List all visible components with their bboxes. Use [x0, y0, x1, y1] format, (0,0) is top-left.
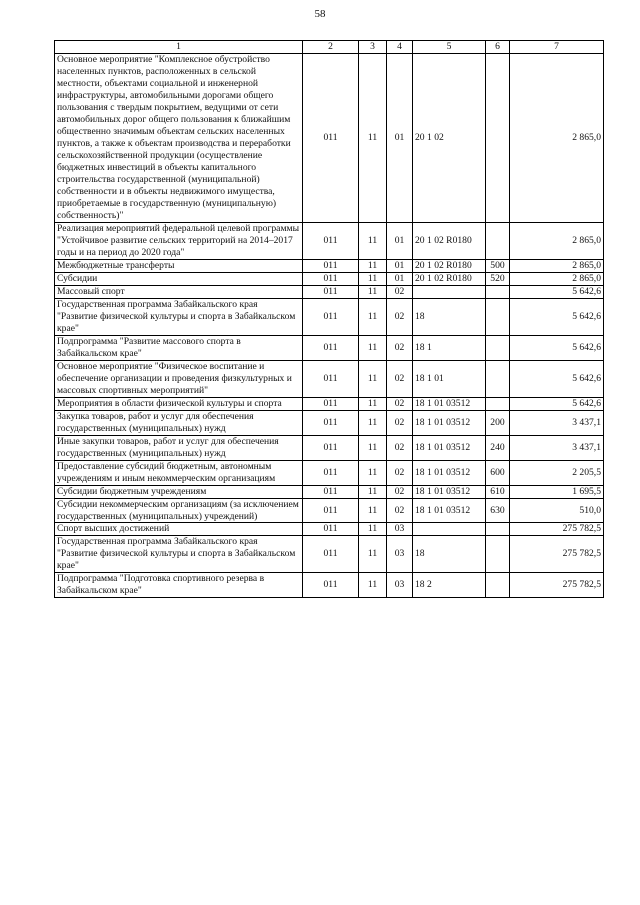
table-header-row — [55, 41, 604, 54]
row-code-expense-type: 630 — [486, 498, 510, 523]
row-code-expense-type — [486, 523, 510, 536]
row-amount: 2 865,0 — [510, 222, 604, 259]
row-name: Иные закупки товаров, работ и услуг для обеспечения государственных (муниципальных) нужд — [55, 435, 303, 460]
row-name: Государственная программа Забайкальского края "Развитие физической культуры и спорта в Забайкальском крае" — [55, 298, 303, 335]
row-code-subsection: 02 — [387, 285, 413, 298]
row-amount: 275 782,5 — [510, 523, 604, 536]
row-code-expense-type — [486, 360, 510, 397]
row-code-section: 11 — [359, 410, 387, 435]
row-code-section: 11 — [359, 573, 387, 598]
row-code-expense-type — [486, 285, 510, 298]
row-amount: 275 782,5 — [510, 536, 604, 573]
row-code-target: 20 1 02 R0180 — [413, 272, 486, 285]
header-col-2: 2 — [303, 41, 359, 54]
row-name: Государственная программа Забайкальского края "Развитие физической культуры и спорта в Забайкальском крае" — [55, 536, 303, 573]
row-code-target: 20 1 02 R0180 — [413, 222, 486, 259]
row-code-ministry: 011 — [303, 410, 359, 435]
row-code-target: 20 1 02 R0180 — [413, 259, 486, 272]
row-name: Предоставление субсидий бюджетным, автономным учреждениям и иным некоммерческим организациям — [55, 460, 303, 485]
row-code-expense-type: 240 — [486, 435, 510, 460]
row-code-ministry: 011 — [303, 360, 359, 397]
row-code-subsection: 02 — [387, 335, 413, 360]
row-amount: 3 437,1 — [510, 435, 604, 460]
row-code-section: 11 — [359, 536, 387, 573]
row-name: Подпрограмма "Развитие массового спорта в Забайкальском крае" — [55, 335, 303, 360]
row-amount: 3 437,1 — [510, 410, 604, 435]
row-name: Основное мероприятие "Физическое воспитание и обеспечение организации и проведения физкультурных и массовых спортивных мероприятий" — [55, 360, 303, 397]
table-row — [55, 222, 604, 259]
table-row — [55, 335, 604, 360]
row-code-ministry: 011 — [303, 485, 359, 498]
row-code-section: 11 — [359, 435, 387, 460]
row-name: Спорт высших достижений — [55, 523, 303, 536]
table-row — [55, 285, 604, 298]
row-code-subsection: 01 — [387, 259, 413, 272]
row-code-section: 11 — [359, 360, 387, 397]
row-name: Межбюджетные трансферты — [55, 259, 303, 272]
row-code-expense-type — [486, 335, 510, 360]
row-code-expense-type — [486, 54, 510, 223]
row-code-section: 11 — [359, 285, 387, 298]
row-code-subsection: 02 — [387, 460, 413, 485]
row-code-subsection: 02 — [387, 397, 413, 410]
row-name: Субсидии — [55, 272, 303, 285]
row-code-subsection: 01 — [387, 54, 413, 223]
row-amount: 2 865,0 — [510, 272, 604, 285]
row-name: Субсидии бюджетным учреждениям — [55, 485, 303, 498]
row-name: Подпрограмма "Подготовка спортивного резерва в Забайкальском крае" — [55, 573, 303, 598]
table-row — [55, 573, 604, 598]
row-code-expense-type: 610 — [486, 485, 510, 498]
row-name: Закупка товаров, работ и услуг для обеспечения государственных (муниципальных) нужд — [55, 410, 303, 435]
row-code-target: 18 2 — [413, 573, 486, 598]
table-row — [55, 298, 604, 335]
header-col-4: 4 — [387, 41, 413, 54]
page-number: 58 — [314, 8, 326, 20]
row-code-subsection: 02 — [387, 435, 413, 460]
row-code-subsection: 03 — [387, 523, 413, 536]
row-code-ministry: 011 — [303, 573, 359, 598]
row-code-subsection: 03 — [387, 536, 413, 573]
row-code-ministry: 011 — [303, 259, 359, 272]
row-code-ministry: 011 — [303, 285, 359, 298]
row-code-ministry: 011 — [303, 222, 359, 259]
row-code-section: 11 — [359, 54, 387, 223]
row-code-subsection: 02 — [387, 410, 413, 435]
table-row — [55, 435, 604, 460]
header-col-1: 1 — [55, 41, 303, 54]
row-code-ministry: 011 — [303, 335, 359, 360]
row-code-target: 18 1 01 — [413, 360, 486, 397]
table-row — [55, 259, 604, 272]
header-col-3: 3 — [359, 41, 387, 54]
row-amount: 5 642,6 — [510, 335, 604, 360]
row-code-expense-type: 520 — [486, 272, 510, 285]
row-name: Основное мероприятие "Комплексное обустройство населенных пунктов, расположенных в сельской местности, объектами социальной и инженерной инфраструктуры, автомобильными дорогами общего пользования с твердым покрытием, ведущими от сети автомобильных дорог общего пользования к ближайшим общественно значимым объектам сельских населенных пунктов, а также к объектам производства и переработки сельскохозяйственной продукции (осуществление бюджетных инвестиций в объекты капитального строительства государственной (муниципальной) собственности и в объекты недвижимого имущества, приобретаемые в государственную (муниципальную) собственность)" — [55, 54, 303, 223]
table-row — [55, 272, 604, 285]
table-row — [55, 410, 604, 435]
row-code-expense-type — [486, 397, 510, 410]
row-amount: 5 642,6 — [510, 285, 604, 298]
header-col-6: 6 — [486, 41, 510, 54]
row-code-target — [413, 523, 486, 536]
row-code-target: 20 1 02 — [413, 54, 486, 223]
table-row — [55, 397, 604, 410]
row-code-ministry: 011 — [303, 397, 359, 410]
row-code-target: 18 1 01 03512 — [413, 397, 486, 410]
row-amount: 5 642,6 — [510, 298, 604, 335]
row-code-section: 11 — [359, 523, 387, 536]
row-name: Мероприятия в области физической культуры и спорта — [55, 397, 303, 410]
row-code-ministry: 011 — [303, 536, 359, 573]
row-code-subsection: 03 — [387, 573, 413, 598]
row-code-expense-type — [486, 536, 510, 573]
header-col-5: 5 — [413, 41, 486, 54]
row-code-target: 18 1 01 03512 — [413, 410, 486, 435]
table-row — [55, 523, 604, 536]
row-code-ministry: 011 — [303, 54, 359, 223]
row-code-section: 11 — [359, 485, 387, 498]
row-amount: 5 642,6 — [510, 360, 604, 397]
row-code-ministry: 011 — [303, 298, 359, 335]
row-code-section: 11 — [359, 272, 387, 285]
row-code-target: 18 1 01 03512 — [413, 498, 486, 523]
row-name: Массовый спорт — [55, 285, 303, 298]
row-amount: 275 782,5 — [510, 573, 604, 598]
row-amount: 5 642,6 — [510, 397, 604, 410]
row-code-expense-type: 600 — [486, 460, 510, 485]
row-code-expense-type — [486, 573, 510, 598]
table-row — [55, 485, 604, 498]
row-code-expense-type — [486, 298, 510, 335]
row-code-expense-type: 500 — [486, 259, 510, 272]
row-code-subsection: 02 — [387, 360, 413, 397]
row-code-ministry: 011 — [303, 272, 359, 285]
row-code-section: 11 — [359, 222, 387, 259]
row-code-section: 11 — [359, 259, 387, 272]
table-row — [55, 54, 604, 223]
row-code-target: 18 1 01 03512 — [413, 485, 486, 498]
budget-table — [54, 40, 604, 598]
row-code-subsection: 01 — [387, 222, 413, 259]
row-amount: 510,0 — [510, 498, 604, 523]
row-code-subsection: 02 — [387, 485, 413, 498]
table-row — [55, 498, 604, 523]
row-code-section: 11 — [359, 397, 387, 410]
row-code-section: 11 — [359, 335, 387, 360]
row-code-ministry: 011 — [303, 523, 359, 536]
row-code-target: 18 — [413, 298, 486, 335]
row-name: Субсидии некоммерческим организациям (за исключением государственных (муниципальных) учреждений) — [55, 498, 303, 523]
header-col-7: 7 — [510, 41, 604, 54]
row-amount: 2 865,0 — [510, 259, 604, 272]
row-code-subsection: 02 — [387, 498, 413, 523]
row-code-section: 11 — [359, 298, 387, 335]
row-code-section: 11 — [359, 460, 387, 485]
row-code-target — [413, 285, 486, 298]
row-code-target: 18 1 01 03512 — [413, 435, 486, 460]
row-code-expense-type — [486, 222, 510, 259]
row-code-section: 11 — [359, 498, 387, 523]
table-row — [55, 536, 604, 573]
row-code-expense-type: 200 — [486, 410, 510, 435]
row-name: Реализация мероприятий федеральной целевой программы "Устойчивое развитие сельских территорий на 2014–2017 годы и на период до 2020 года" — [55, 222, 303, 259]
row-code-ministry: 011 — [303, 435, 359, 460]
row-code-target: 18 1 01 03512 — [413, 460, 486, 485]
row-code-target: 18 1 — [413, 335, 486, 360]
row-code-ministry: 011 — [303, 498, 359, 523]
row-amount: 2 865,0 — [510, 54, 604, 223]
row-code-ministry: 011 — [303, 460, 359, 485]
row-code-subsection: 02 — [387, 298, 413, 335]
table-row — [55, 360, 604, 397]
table-row — [55, 460, 604, 485]
row-code-subsection: 01 — [387, 272, 413, 285]
row-code-target: 18 — [413, 536, 486, 573]
row-amount: 1 695,5 — [510, 485, 604, 498]
row-amount: 2 205,5 — [510, 460, 604, 485]
